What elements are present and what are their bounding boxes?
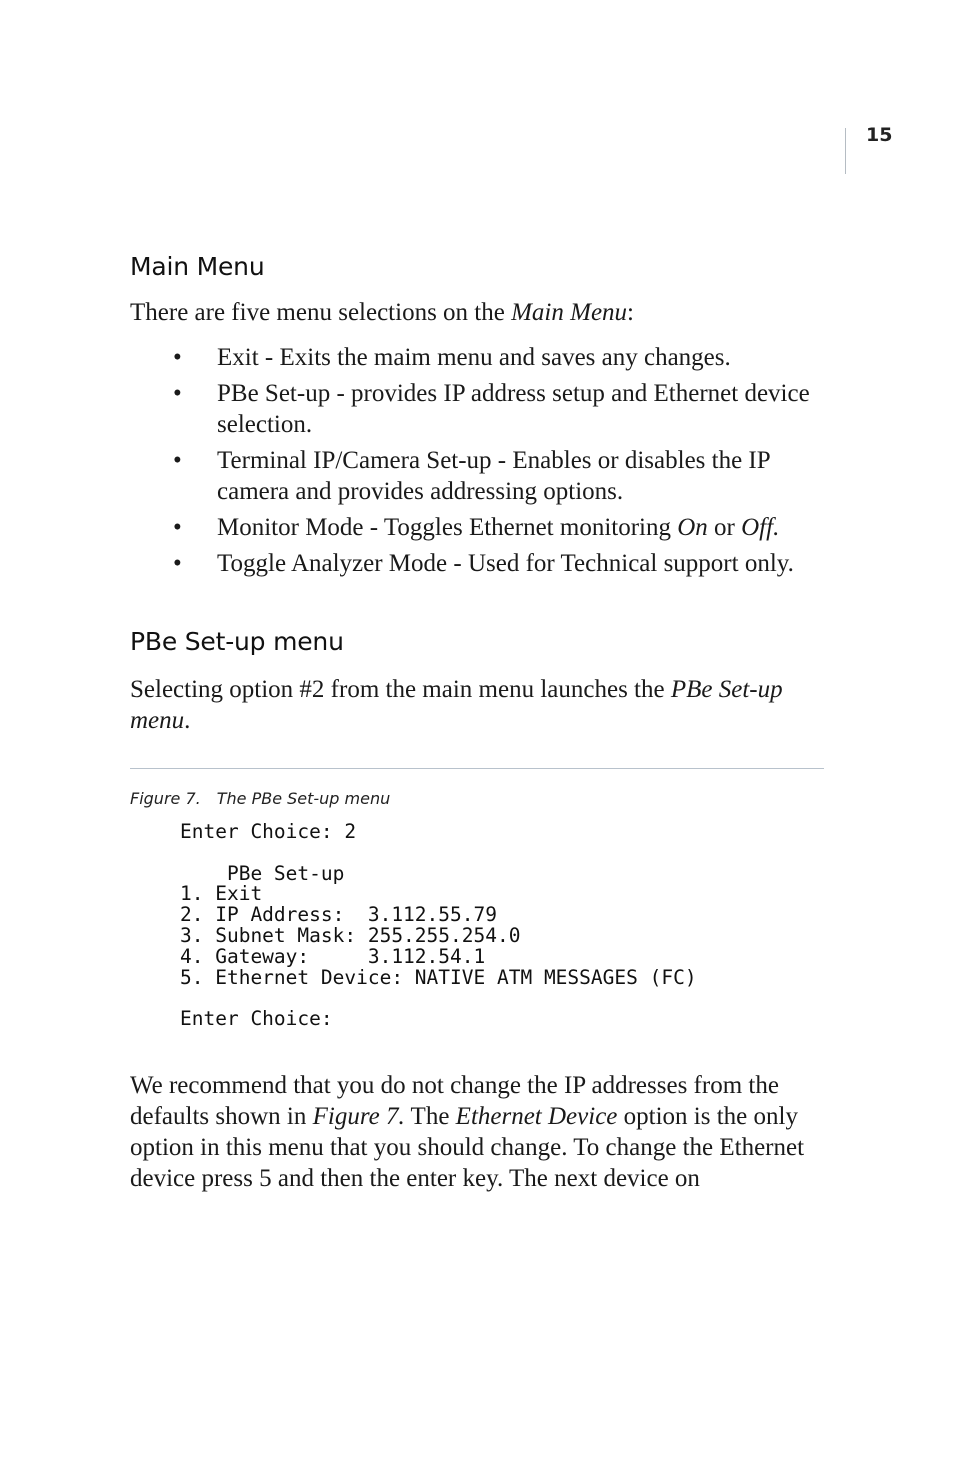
pbe-setup-intro: Selecting option #2 from the main menu launches the PBe Set-up menu. xyxy=(130,676,783,734)
bullet-icon: • xyxy=(173,514,182,541)
page-number: 15 xyxy=(866,124,893,146)
terminal-screenshot xyxy=(180,822,774,1030)
terminal-line xyxy=(180,988,774,1009)
bullet-icon: • xyxy=(173,344,182,371)
page-content xyxy=(130,252,830,1194)
page-header-rule xyxy=(845,128,846,174)
main-menu-term: Main Menu xyxy=(511,299,628,326)
list-item: • Monitor Mode - Toggles Ethernet monitoring On or Off. xyxy=(173,514,780,541)
terminal-line: Enter Choice: xyxy=(180,1007,333,1031)
figure-title: The PBe Set-up menu xyxy=(216,789,391,808)
list-item: • Toggle Analyzer Mode - Used for Technical support only. xyxy=(173,550,794,577)
list-item: • Terminal IP/Camera Set-up - Enables or disables the IP camera and provides addressing options. xyxy=(173,447,770,505)
bullet-icon: • xyxy=(173,380,182,407)
terminal-line: 4. Gateway: 3.112.54.1 xyxy=(180,944,486,968)
terminal-line: 2. IP Address: 3.112.55.79 xyxy=(180,903,497,927)
list-item: • Exit - Exits the maim menu and saves any changes. xyxy=(173,344,731,371)
main-menu-intro: There are five menu selections on the Main Menu: xyxy=(130,299,634,326)
terminal-line: PBe Set-up xyxy=(180,861,345,885)
terminal-line: 5. Ethernet Device: NATIVE ATM MESSAGES (FC) xyxy=(180,965,697,989)
terminal-line xyxy=(180,843,774,864)
bullet-icon: • xyxy=(173,550,182,577)
terminal-line: 1. Exit xyxy=(180,882,263,906)
bullet-icon: • xyxy=(173,447,182,474)
figure-rule xyxy=(130,768,824,769)
closing-paragraph: We recommend that you do not change the IP addresses from the defaults shown in Figure 7. The Ethernet Device option is the only option in this menu that you should change. To change the Ethernet device press 5 and then the enter key. The next device on xyxy=(130,1071,805,1192)
terminal-line: Enter Choice: 2 xyxy=(180,820,357,843)
list-item: • PBe Set-up - provides IP address setup and Ethernet device selection. xyxy=(173,380,810,438)
pbe-setup-heading: PBe Set-up menu xyxy=(130,627,344,656)
figure-caption xyxy=(130,789,830,808)
main-menu-heading: Main Menu xyxy=(130,252,265,281)
main-menu-list xyxy=(130,342,830,579)
figure-number: Figure 7. xyxy=(130,789,201,808)
terminal-line: 3. Subnet Mask: 255.255.254.0 xyxy=(180,923,521,947)
